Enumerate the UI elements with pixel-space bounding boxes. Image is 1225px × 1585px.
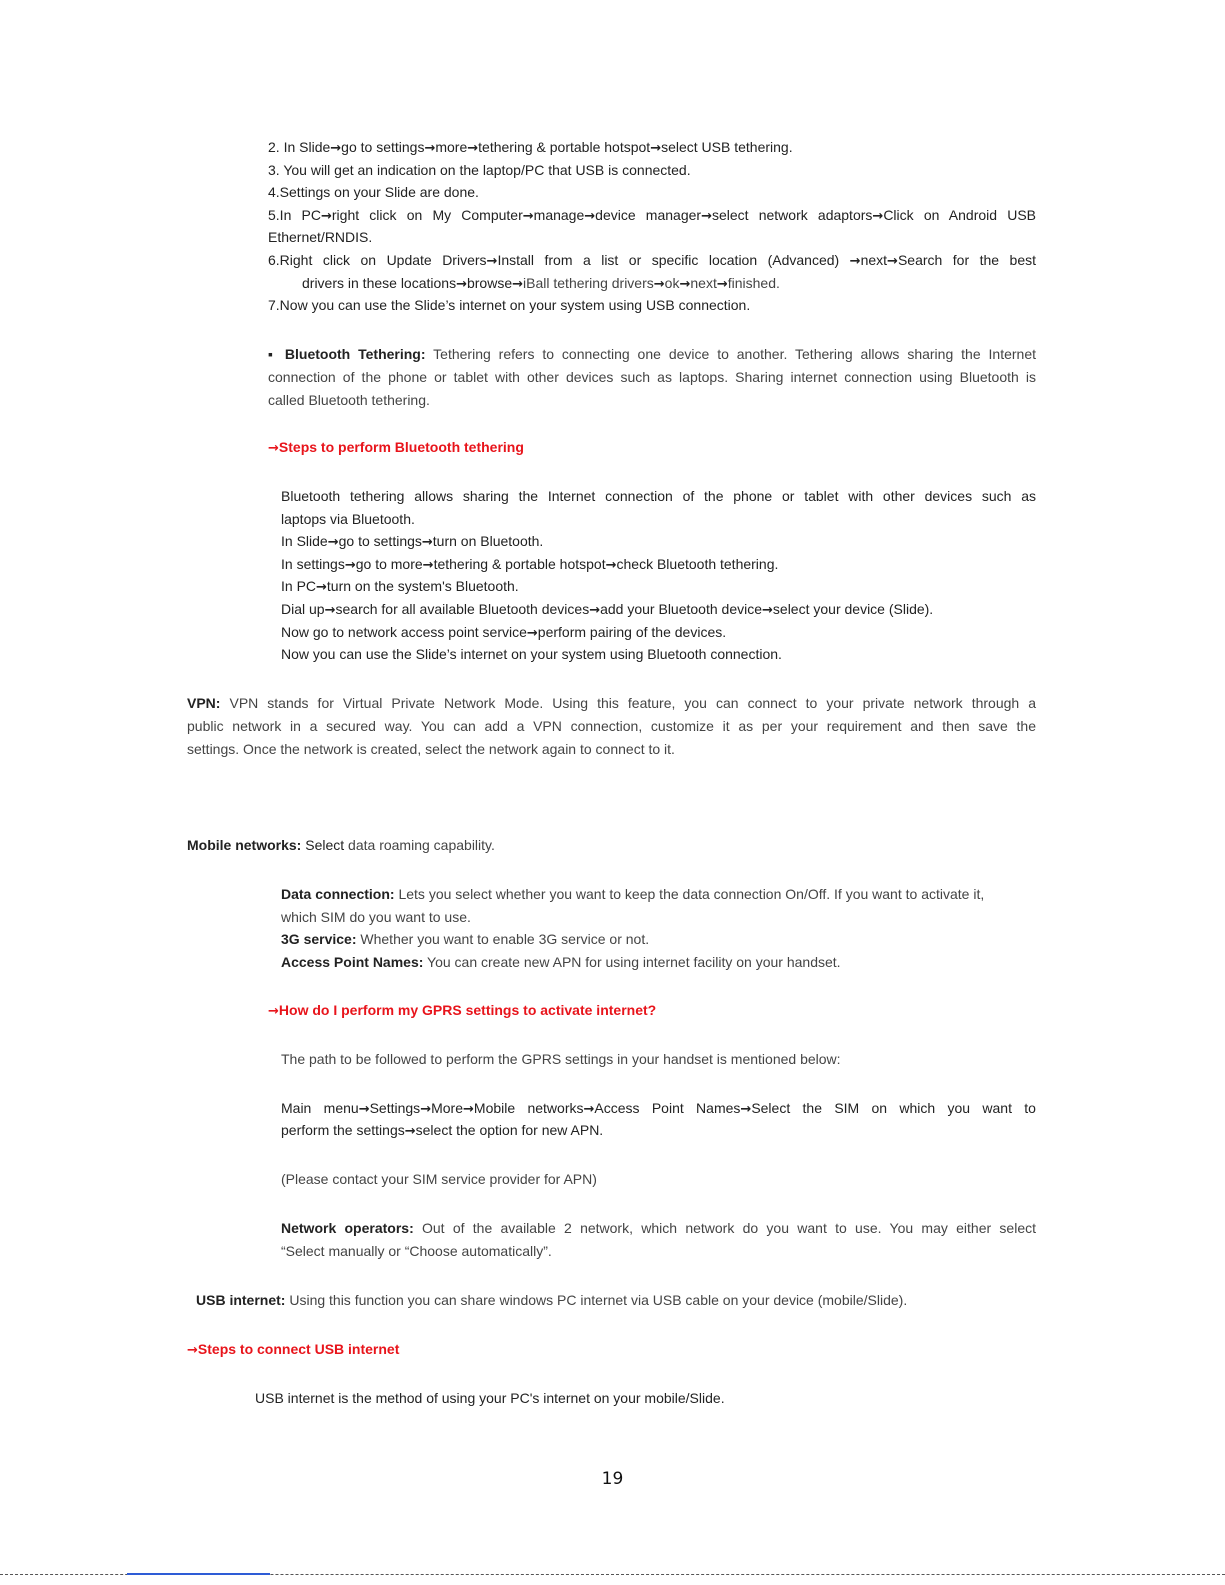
page-number: 19 bbox=[601, 1469, 624, 1489]
network-operators-line-2: “Select manually or “Choose automatically”. bbox=[281, 1243, 552, 1259]
data-connection-line-1: Data connection: Lets you select whether you want to keep the data connection On/Off. If you want to activate it, bbox=[281, 886, 985, 902]
arrow-icon: → bbox=[422, 558, 434, 573]
apn-label: Access Point Names: bbox=[281, 954, 424, 970]
arrow-icon: → bbox=[344, 558, 356, 573]
bluetooth-steps-heading: →Steps to perform Bluetooth tethering bbox=[268, 439, 524, 456]
bluetooth-para-line-3: called Bluetooth tethering. bbox=[268, 392, 430, 408]
apn-line: Access Point Names: You can create new APN for using internet facility on your handset. bbox=[281, 954, 841, 970]
arrow-icon: → bbox=[584, 209, 596, 224]
mobile-networks-line: Mobile networks: Select data roaming capability. bbox=[187, 837, 495, 853]
vpn-line-1: VPN: VPN stands for Virtual Private Network Mode. Using this feature, you can connect to your private network through a bbox=[187, 695, 1036, 711]
usb-internet-heading: →Steps to connect USB internet bbox=[187, 1341, 400, 1358]
arrow-icon: → bbox=[320, 209, 332, 224]
arrow-icon: → bbox=[404, 1124, 416, 1139]
bluetooth-intro-line-1: Bluetooth tethering allows sharing the Internet connection of the phone or tablet with other devices such as bbox=[281, 488, 1036, 504]
arrow-icon: → bbox=[463, 1102, 474, 1117]
usb-step-5: 5.In PC→right click on My Computer→manage→device manager→select network adaptors→Click on Android USB bbox=[268, 207, 1037, 224]
usb-step-3: 3. You will get an indication on the laptop/PC that USB is connected. bbox=[268, 162, 691, 178]
data-connection-label: Data connection: bbox=[281, 886, 395, 902]
bluetooth-step-4: Dial up→search for all available Bluetooth devices→add your Bluetooth device→select your device (Slide). bbox=[281, 601, 934, 618]
arrow-icon: → bbox=[316, 580, 327, 595]
arrow-icon: → bbox=[740, 1102, 752, 1117]
network-operators-label: Network operators: bbox=[281, 1220, 414, 1236]
arrow-icon: → bbox=[187, 1343, 198, 1358]
arrow-icon: → bbox=[268, 1004, 279, 1019]
bluetooth-intro-line-2: laptops via Bluetooth. bbox=[281, 511, 415, 527]
arrow-icon: → bbox=[589, 603, 601, 618]
3g-service-line: 3G service: Whether you want to enable 3G service or not. bbox=[281, 931, 650, 947]
usb-step-2: 2. In Slide→go to settings→more→tethering & portable hotspot→select USB tethering. bbox=[268, 139, 793, 156]
bluetooth-step-5: Now go to network access point service→perform pairing of the devices. bbox=[281, 624, 727, 641]
data-connection-line-2: which SIM do you want to use. bbox=[281, 909, 471, 925]
arrow-icon: → bbox=[486, 254, 498, 269]
usb-internet-label: USB internet: bbox=[196, 1292, 286, 1308]
arrow-icon: → bbox=[420, 1102, 432, 1117]
gprs-path-line-1: Main menu→Settings→More→Mobile networks→Access Point Names→Select the SIM on which you want to bbox=[281, 1100, 1036, 1117]
bluetooth-para-line-1: ▪ Bluetooth Tethering: Tethering refers to connecting one device to another. Tethering allows sharing the Internet bbox=[268, 346, 1036, 362]
arrow-icon: → bbox=[330, 141, 342, 156]
arrow-icon: → bbox=[872, 209, 884, 224]
arrow-icon: → bbox=[650, 141, 662, 156]
usb-internet-intro: USB internet is the method of using your PC's internet on your mobile/Slide. bbox=[255, 1390, 725, 1406]
vpn-label: VPN: bbox=[187, 695, 221, 711]
arrow-icon: → bbox=[358, 1102, 370, 1117]
3g-service-label: 3G service: bbox=[281, 931, 357, 947]
footer-link-underline bbox=[127, 1573, 270, 1575]
arrow-icon: → bbox=[679, 277, 691, 292]
arrow-icon: → bbox=[522, 209, 534, 224]
arrow-icon: → bbox=[762, 603, 773, 618]
bluetooth-para-line-2: connection of the phone or tablet with other devices such as laptops. Sharing internet connection using Bluetooth is bbox=[268, 369, 1036, 385]
gprs-path-intro: The path to be followed to perform the GPRS settings in your handset is mentioned below: bbox=[281, 1051, 841, 1067]
arrow-icon: → bbox=[424, 141, 436, 156]
arrow-icon: → bbox=[849, 254, 861, 269]
bluetooth-step-2: In settings→go to more→tethering & portable hotspot→check Bluetooth tethering. bbox=[281, 556, 779, 573]
arrow-icon: → bbox=[327, 535, 339, 550]
usb-internet-line: USB internet: Using this function you can share windows PC internet via USB cable on your device (mobile/Slide). bbox=[196, 1292, 908, 1308]
bluetooth-step-3: In PC→turn on the system's Bluetooth. bbox=[281, 578, 519, 595]
arrow-icon: → bbox=[467, 141, 479, 156]
usb-step-6-cont: drivers in these locations→browse→iBall tethering drivers→ok→next→finished. bbox=[302, 275, 780, 292]
mobile-networks-label: Mobile networks: bbox=[187, 837, 302, 853]
arrow-icon: → bbox=[716, 277, 728, 292]
gprs-path-line-2: perform the settings→select the option for new APN. bbox=[281, 1122, 604, 1139]
arrow-icon: → bbox=[421, 535, 433, 550]
usb-step-6: 6.Right click on Update Drivers→Install from a list or specific location (Advanced) →next→Search for the best bbox=[268, 252, 1036, 269]
network-operators-line-1: Network operators: Out of the available 2 network, which network do you want to use. You may either select bbox=[281, 1220, 1036, 1236]
arrow-icon: → bbox=[583, 1102, 595, 1117]
arrow-icon: → bbox=[512, 277, 524, 292]
vpn-line-3: settings. Once the network is created, select the network again to connect to it. bbox=[187, 741, 675, 757]
arrow-icon: → bbox=[701, 209, 712, 224]
arrow-icon: → bbox=[526, 626, 538, 641]
bluetooth-step-6: Now you can use the Slide’s internet on your system using Bluetooth connection. bbox=[281, 646, 782, 662]
usb-step-4: 4.Settings on your Slide are done. bbox=[268, 184, 479, 200]
bluetooth-step-1: In Slide→go to settings→turn on Bluetooth. bbox=[281, 533, 544, 550]
bluetooth-label: Bluetooth Tethering: bbox=[284, 346, 426, 362]
gprs-heading: →How do I perform my GPRS settings to activate internet? bbox=[268, 1002, 657, 1019]
arrow-icon: → bbox=[324, 603, 336, 618]
arrow-icon: → bbox=[887, 254, 898, 269]
arrow-icon: → bbox=[456, 277, 467, 292]
arrow-icon: → bbox=[268, 441, 279, 456]
bullet-icon: ▪ bbox=[268, 346, 277, 362]
arrow-icon: → bbox=[605, 558, 617, 573]
gprs-apn-note: (Please contact your SIM service provider for APN) bbox=[281, 1171, 597, 1187]
usb-step-7: 7.Now you can use the Slide’s internet on your system using USB connection. bbox=[268, 297, 751, 313]
usb-step-5-cont: Ethernet/RNDIS. bbox=[268, 229, 373, 245]
vpn-line-2: public network in a secured way. You can add a VPN connection, customize it as per your requirement and then save the bbox=[187, 718, 1036, 734]
arrow-icon: → bbox=[653, 277, 665, 292]
